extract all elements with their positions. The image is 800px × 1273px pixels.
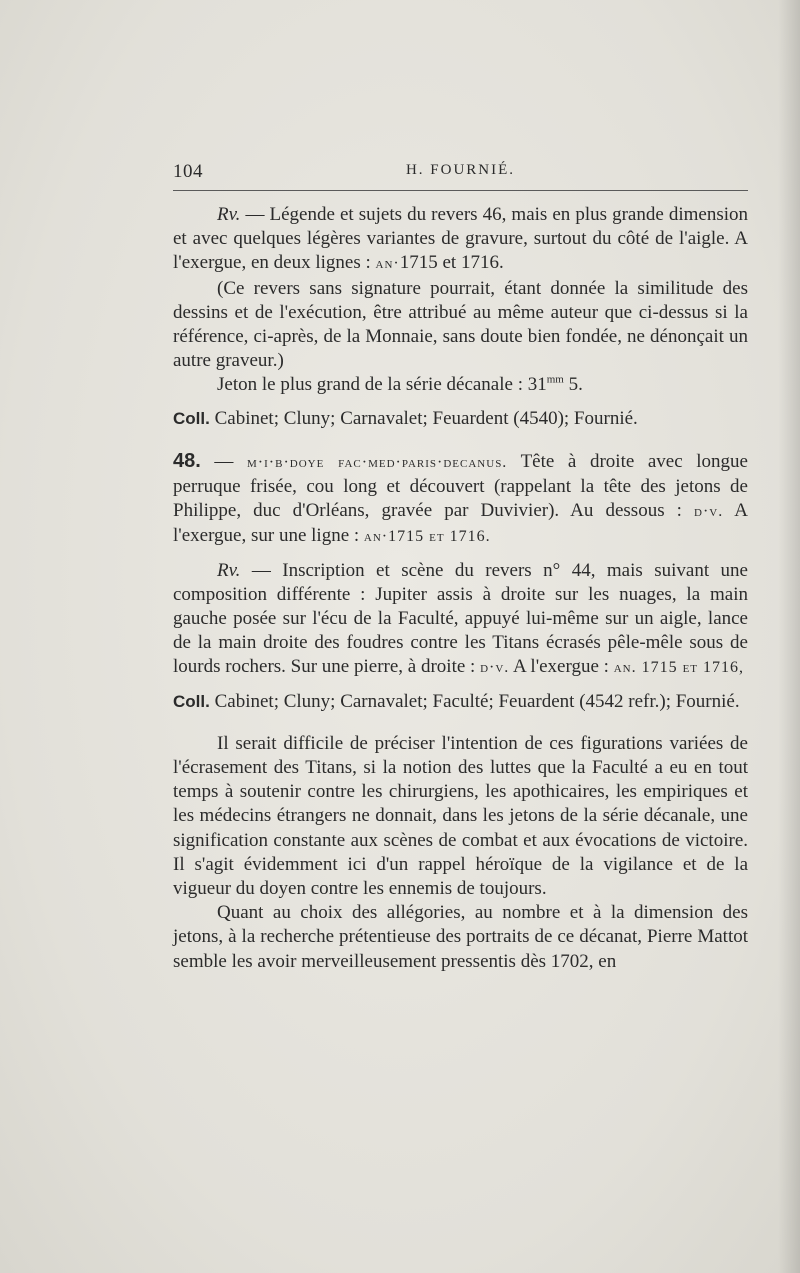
paragraph-text: — Inscription et scène du revers n° 44, mais suivant une composition différente : Jupiter assis à droite sur les nuages, la main gauche posée sur l'écu de la Faculté, appuyé lui-même sur un aigle, lance de la main droite des foudres contre les Titans écrasés pêle-mêle sous de lourds rochers. Sur une pierre, à droite : [173,559,748,678]
year: 1716. [460,252,504,274]
size-tail: 5. [563,374,583,396]
running-head: H. FOURNIÉ. [405,162,516,178]
paragraph-revers-48 [173,559,748,681]
exergue-text: an·1715 et 1716. [363,528,491,546]
exergue-text: an. 1715 et 1716, [613,659,745,677]
unit-superscript: mm [546,374,564,387]
coll-label: Coll. [173,408,210,428]
entry-number: 48. [173,449,201,472]
rv-label: Rv. [217,204,241,225]
header-rule [173,190,748,191]
signature: d·v. [694,503,724,521]
collections-text: Cabinet; Cluny; Carnavalet; Faculté; Feuardent (4542 refr.); Fournié. [209,690,740,712]
entry-text-2: A l'exergue, sur une ligne : [173,500,748,547]
entry-48 [173,449,748,550]
page-number: 104 [173,161,203,182]
legend-text: m·i·b·doye fac·med·paris·decanus. [247,453,508,471]
dash: — [200,450,248,472]
coll-label: Coll. [173,691,210,711]
rv-label: Rv. [217,559,241,581]
paragraph-revers [173,203,748,277]
paragraph-size [173,373,748,397]
collections-line [173,407,748,431]
paragraph-note: (Ce revers sans signature pourrait, étant donnée la similitude des dessins et de l'exécution, être attribué au même auteur que ci-dessus si la référence, ci-après, de la Monnaie, sans doute bien fondée, ne dénonçait un autre graveur.) [173,277,748,372]
paragraph-text-2: A l'exergue : [509,656,614,678]
paragraph-commentary: Il serait difficile de préciser l'intention de ces figurations variées de l'écrasement des Titans, si la notion des luttes que la Faculté a eu en tout temps à soutenir contre les chirurgiens, les apothicaires, les empiriques et les médecins étrangers ne donnait, dans les jetons de la série décanale, une signification constante aux scènes de combat et aux évocations de victoire. Il s'agit évidemment ici d'un rappel héroïque de la vigilance et de la vigueur du doyen contre les ennemis de toujours. [173,732,748,900]
size-text: Jeton le plus grand de la série décanale : 31 [217,374,547,396]
year: 1715 [399,252,438,274]
body-text [173,203,748,974]
signature: d·v. [480,659,510,677]
exergue-text: an· [375,255,400,273]
page-edge-shadow [778,0,800,1273]
collections-text: Cabinet; Cluny; Carnavalet; Feuardent (4540); Fournié. [209,407,638,429]
entry-text: Tête à droite avec longue perruque frisée, cou long et découvert (rappelant la tête des jetons de Philippe, duc d'Orléans, gravée par Duvivier). Au dessous : [173,450,748,522]
page-header [173,161,748,187]
conjunction: et [437,252,461,274]
collections-line [173,690,748,714]
paragraph-closing: Quant au choix des allégories, au nombre et à la dimension des jetons, à la recherche prétentieuse des portraits de ce décanat, Pierre Mattot semble les avoir merveilleusement pressentis dès 1702, en [173,902,748,972]
paragraph-text: — Légende et sujets du revers 46, mais en plus grande dimension et avec quelques légères variantes de gravure, surtout du côté de l'aigle. A l'exergue, en deux lignes : [173,204,748,274]
